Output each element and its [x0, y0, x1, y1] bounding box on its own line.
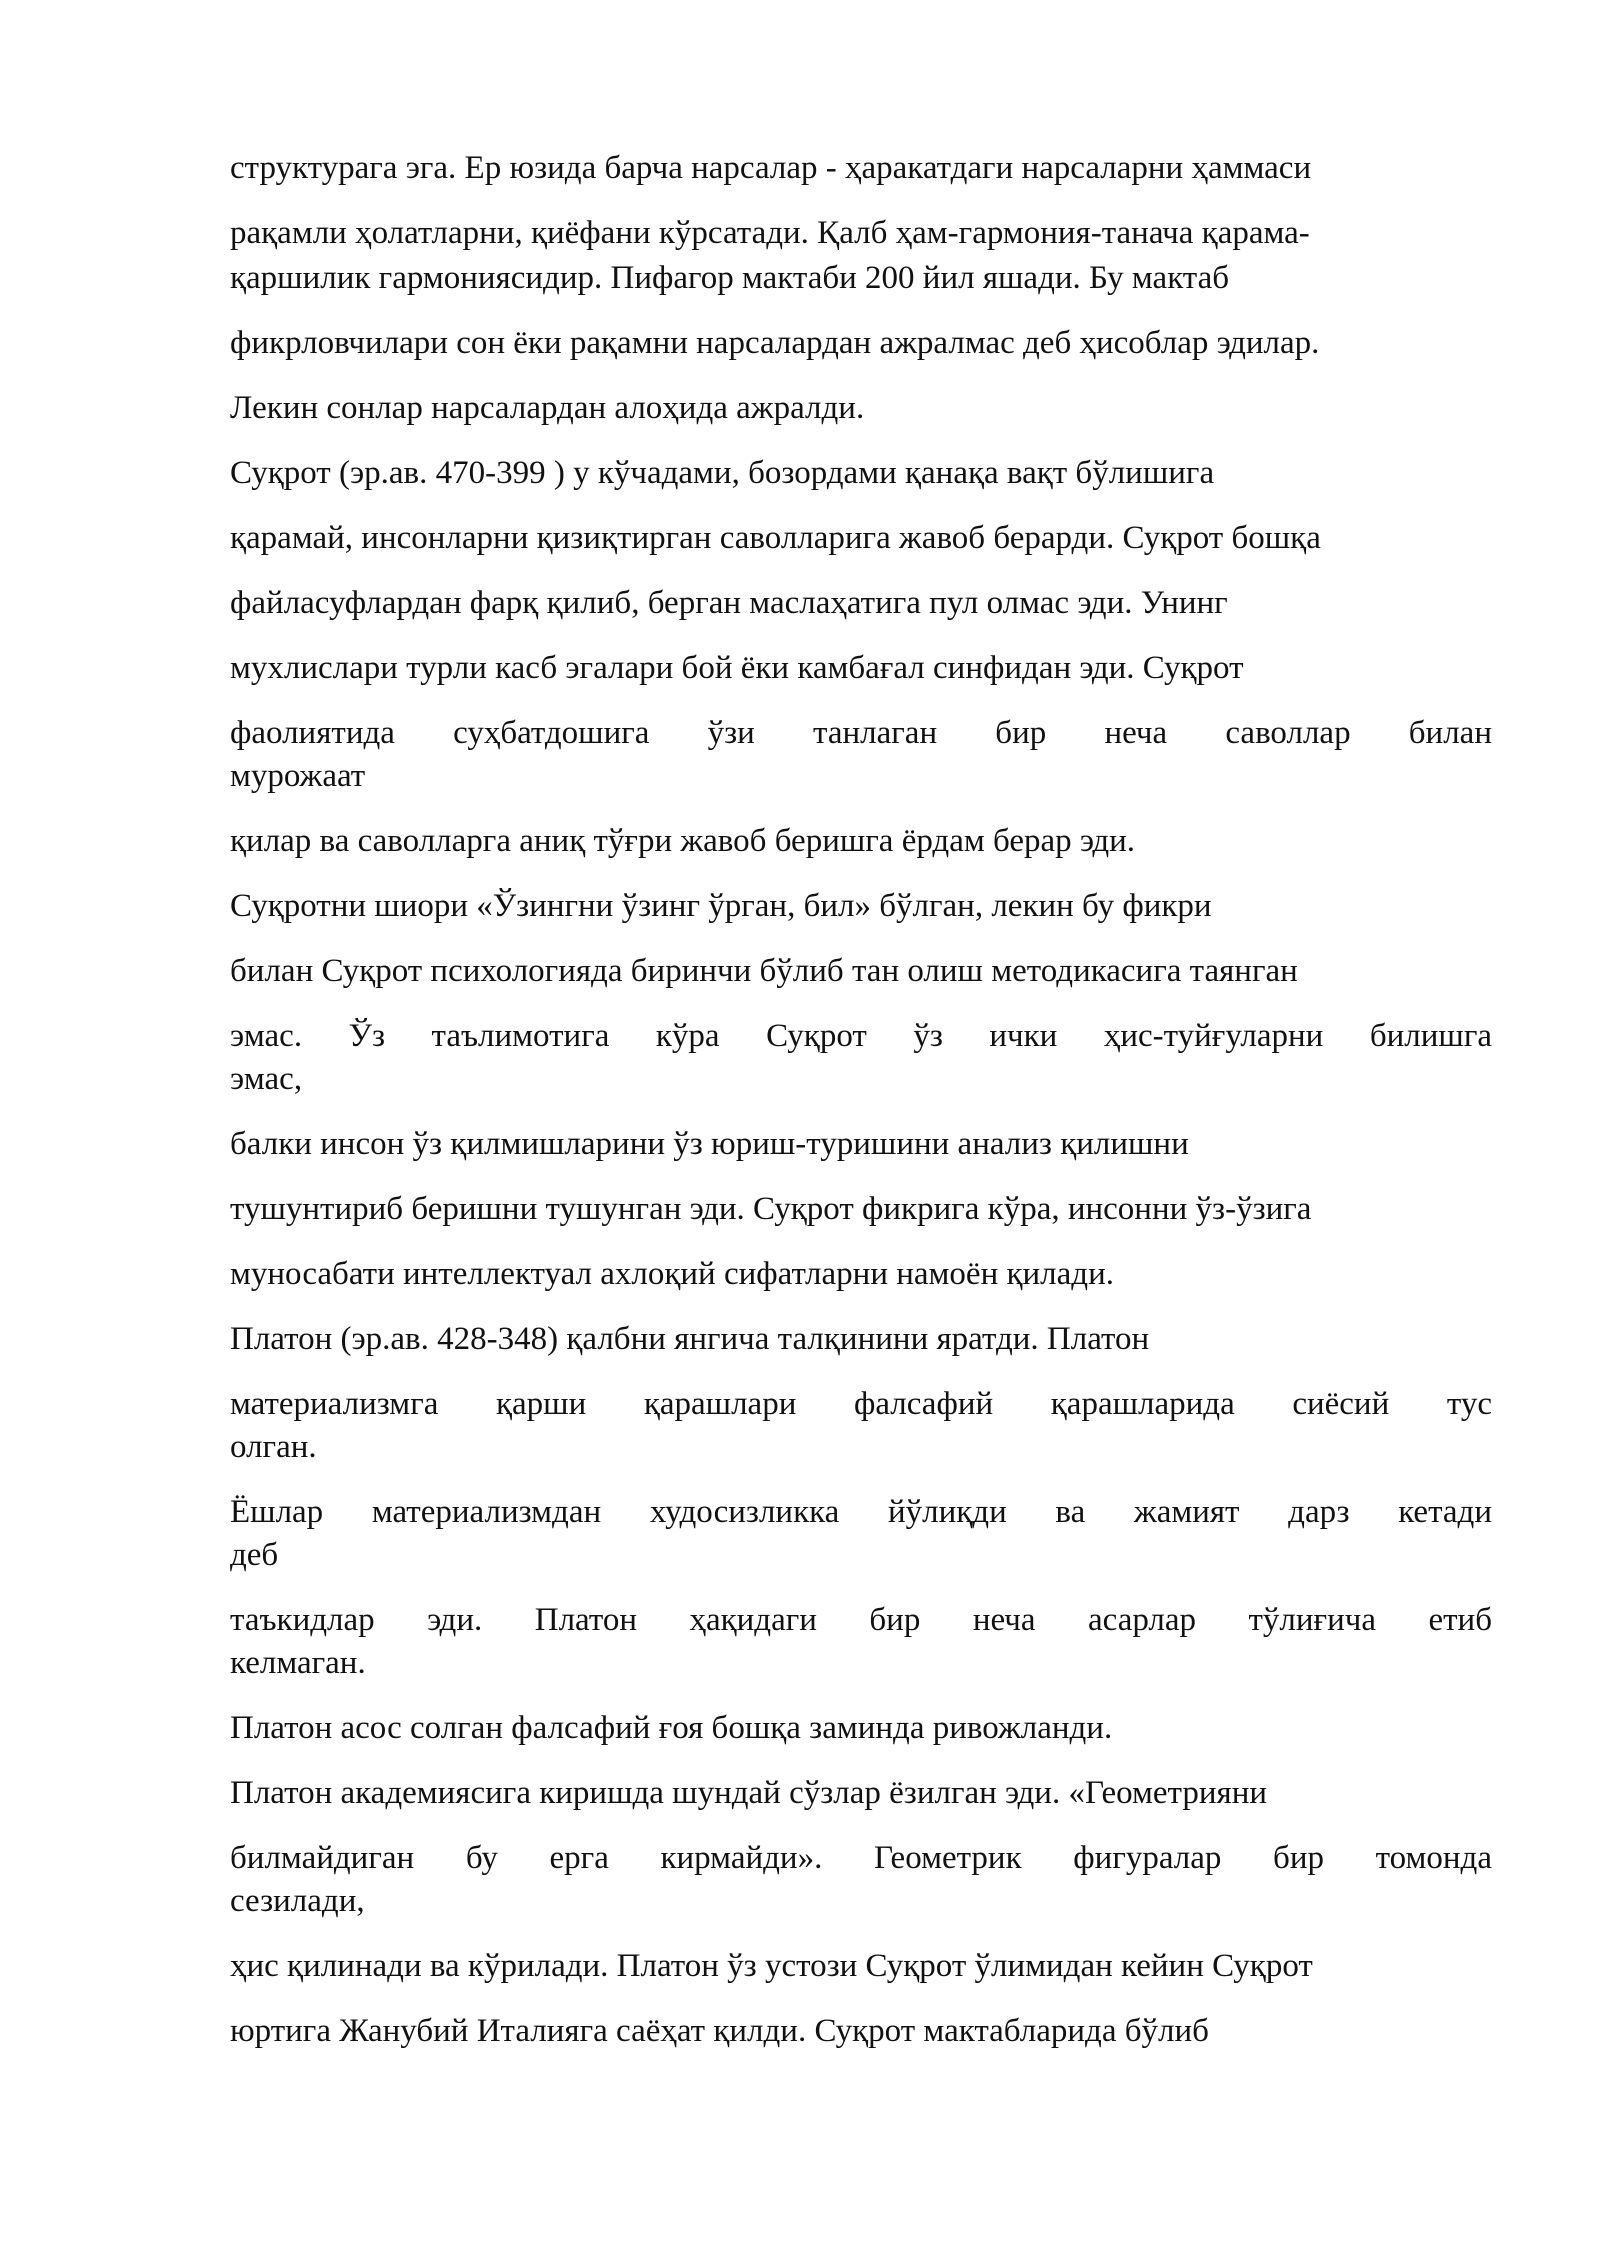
- text-line: Лекин сонлар нарсалардан алоҳида ажралди.: [230, 390, 865, 426]
- text-line: фаолиятида суҳбатдошига ўзи танлаган бир неча саволлар билан: [230, 715, 1492, 751]
- text-line: таъкидлар эди. Платон ҳақидаги бир неча асарлар тўлиғича етиб: [230, 1602, 1492, 1638]
- text-line: тушунтириб беришни тушунган эди. Суқрот фикрига кўра, инсонни ўз-ўзига: [230, 1191, 1312, 1227]
- text-line: қарамай, инсонларни қизиқтирган саволларига жавоб берарди. Суқрот бошқа: [230, 520, 1321, 556]
- text-line: материализмга қарши қарашлари фалсафий қарашларида сиёсий тус: [230, 1386, 1492, 1422]
- text-line: билан Суқрот психологияда биринчи бўлиб тан олиш методикасига таянган: [230, 953, 1298, 989]
- text-line: Ёшлар материализмдан худосизликка йўлиқди ва жамият дарз кетади: [230, 1494, 1492, 1530]
- text-line: олган.: [230, 1429, 317, 1465]
- text-line: деб: [230, 1537, 279, 1573]
- text-line: эмас. Ўз таълимотига кўра Суқрот ўз ички ҳис-туйғуларни билишга: [230, 1018, 1492, 1054]
- text-line: сезилади,: [230, 1883, 365, 1919]
- text-line: фикрловчилари сон ёки рақамни нарсалардан ажралмас деб ҳисоблар эдилар.: [230, 325, 1320, 361]
- text-line: Суқротни шиори «Ўзингни ўзинг ўрган, бил» бўлган, лекин бу фикри: [230, 888, 1212, 924]
- text-line: Платон академиясига киришда шундай сўзлар ёзилган эди. «Геометрияни: [230, 1775, 1268, 1811]
- text-line: қаршилик гармониясидир. Пифагор мактаби 200 йил яшади. Бу мактаб: [230, 260, 1230, 296]
- text-line: билмайдиган бу ерга кирмайди». Геометрик фигуралар бир томонда: [230, 1840, 1492, 1876]
- text-line: юртига Жанубий Италияга саёҳат қилди. Суқрот мактабларида бўлиб: [230, 2013, 1209, 2049]
- text-line: Суқрот (эр.ав. 470-399 ) у кўчадами, бозордами қанақа вақт бўлишига: [230, 455, 1215, 491]
- text-line: келмаган.: [230, 1645, 366, 1681]
- text-line: рақамли ҳолатларни, қиёфани кўрсатади. Қалб ҳам-гармония-танача қарама-: [230, 215, 1310, 251]
- text-line: эмас,: [230, 1061, 303, 1097]
- text-line: ҳис қилинади ва кўрилади. Платон ўз устози Суқрот ўлимидан кейин Суқрот: [230, 1948, 1313, 1984]
- text-line: Платон (эр.ав. 428-348) қалбни янгича талқинини яратди. Платон: [230, 1321, 1150, 1357]
- text-line: мухлислари турли касб эгалари бой ёки камбағал синфидан эди. Суқрот: [230, 650, 1244, 686]
- text-line: балки инсон ўз қилмишларини ўз юриш-туришини анализ қилишни: [230, 1126, 1189, 1162]
- text-line: қилар ва саволларга аниқ тўғри жавоб беришга ёрдам берар эди.: [230, 823, 1136, 859]
- text-line: Платон асос солган фалсафий ғоя бошқа заминда ривожланди.: [230, 1710, 1113, 1746]
- text-line: муносабати интеллектуал ахлоқий сифатларни намоён қилади.: [230, 1256, 1114, 1292]
- text-line: мурожаат: [230, 758, 366, 794]
- text-line: файласуфлардан фарқ қилиб, берган маслаҳатига пул олмас эди. Унинг: [230, 585, 1228, 621]
- text-line: структурага эга. Ер юзида барча нарсалар - ҳаракатдаги нарсаларни ҳаммаси: [230, 150, 1312, 186]
